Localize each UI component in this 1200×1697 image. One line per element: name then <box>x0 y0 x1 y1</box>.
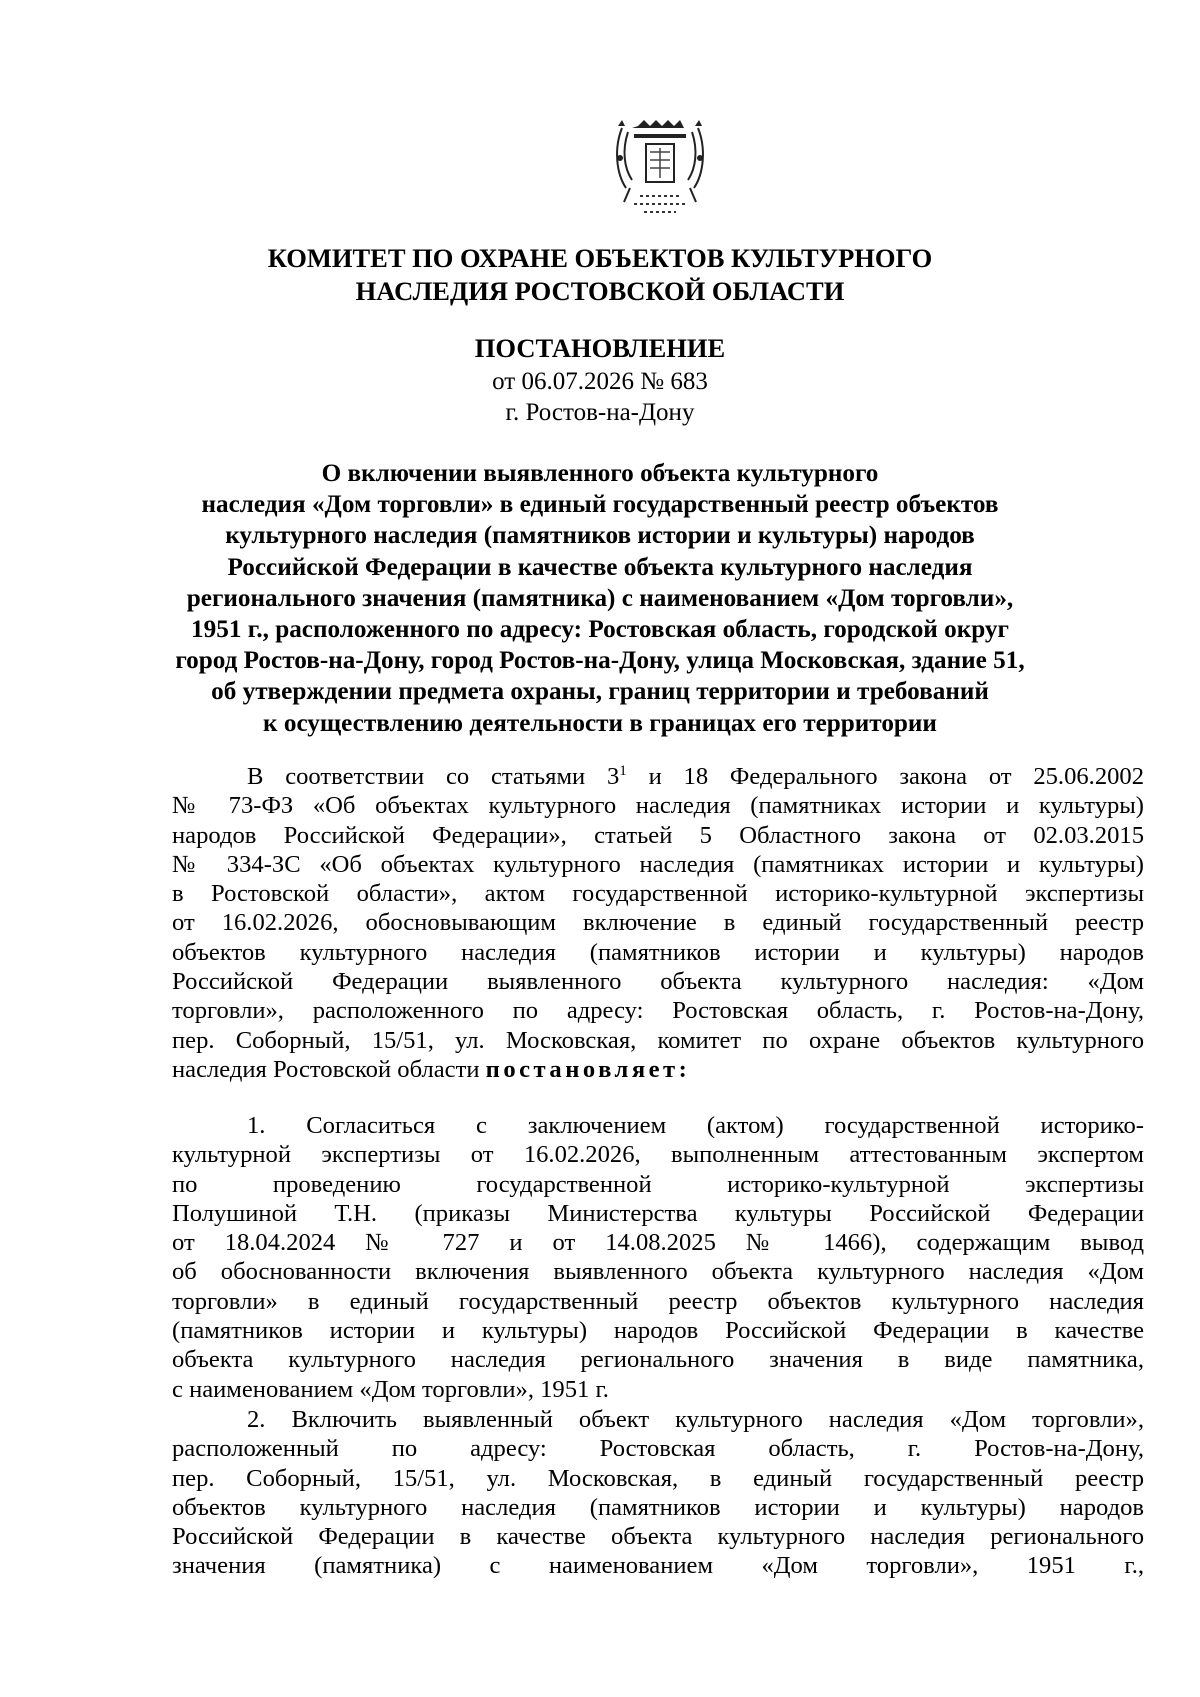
preamble-line: от 16.02.2026, обосновывающим включение в единый государственный реестр <box>172 909 1144 937</box>
subject-line: город Ростов-на-Дону, город Ростов-на-Дону, улица Московская, здание 51, <box>175 647 1025 675</box>
preamble-line: № 73-ФЗ «Об объектах культурного наследия (памятниках истории и культуры) <box>172 792 1144 820</box>
document-type: ПОСТАНОВЛЕНИЕ <box>474 333 726 363</box>
subject-line: к осуществлению деятельности в границах его территории <box>263 709 937 737</box>
preamble-line: народов Российской Федерации», статьей 5 Областного закона от 02.03.2015 <box>172 821 1144 849</box>
organization-title <box>0 242 1200 308</box>
preamble-paragraph <box>172 762 1144 1084</box>
item-line: по проведению государственной историко-культурной экспертизы <box>172 1170 1144 1198</box>
item-line: Полушиной Т.Н. (приказы Министерства культуры Российской Федерации <box>172 1199 1144 1227</box>
preamble-text: В соответствии со статьями 3 <box>247 763 620 790</box>
document-number-date: от 06.07.2026 № 683 <box>492 368 708 395</box>
preamble-line: № 334-ЗС «Об объектах культурного наследия (памятниках истории и культуры) <box>172 850 1144 878</box>
item-line: 1. Согласиться с заключением (актом) государственной историко- <box>247 1112 1144 1139</box>
subject-line: наследия «Дом торговли» в единый государственный реестр объектов <box>201 491 999 519</box>
subject-line: Российской Федерации в качестве объекта культурного наследия <box>227 553 973 581</box>
item-line: Российской Федерации в качестве объекта культурного наследия регионального <box>172 1523 1144 1551</box>
document-city: г. Ростов-на-Дону <box>505 399 695 426</box>
subject-line: об утверждении предмета охраны, границ территории и требований <box>211 678 989 706</box>
preamble-text: и 18 Федерального закона от 25.06.2002 <box>626 763 1144 790</box>
item-line: значения (памятника) с наименованием «Дом торговли», 1951 г., <box>172 1552 1144 1580</box>
organization-title-line2: НАСЛЕДИЯ РОСТОВСКОЙ ОБЛАСТИ <box>355 276 845 306</box>
item-line: расположенный по адресу: Ростовская область, г. Ростов-на-Дону, <box>172 1435 1144 1463</box>
preamble-first-line <box>172 762 1144 791</box>
preamble-line: пер. Соборный, 15/51, ул. Московская, комитет по охране объектов культурного <box>172 1026 1144 1054</box>
subject-line: регионального значения (памятника) с наименованием «Дом торговли», <box>186 584 1014 612</box>
item-line: объектов культурного наследия (памятников истории и культуры) народов <box>172 1493 1144 1521</box>
item-line: от 18.04.2024 № 727 и от 14.08.2025 № 1466), содержащим вывод <box>172 1229 1144 1257</box>
preamble-line: объектов культурного наследия (памятников истории и культуры) народов <box>172 938 1144 966</box>
preamble-last-line <box>172 1055 1144 1084</box>
item-line: пер. Соборный, 15/51, ул. Московская, в единый государственный реестр <box>172 1464 1144 1492</box>
item-1-paragraph <box>172 1111 1144 1404</box>
superscript: 1 <box>619 763 627 779</box>
subject-line: культурного наследия (памятников истории и культуры) народов <box>225 522 975 550</box>
coat-of-arms-emblem <box>608 118 712 218</box>
preamble-line: Российской Федерации выявленного объекта культурного наследия: «Дом <box>172 968 1144 996</box>
item-line: об обоснованности включения выявленного объекта культурного наследия «Дом <box>172 1258 1144 1286</box>
resolves-keyword: постановляет: <box>485 1055 691 1083</box>
item-line: (памятников истории и культуры) народов Российской Федерации в качестве <box>172 1317 1144 1345</box>
item-line: объекта культурного наследия регионального значения в виде памятника, <box>172 1346 1144 1374</box>
item-line: с наименованием «Дом торговли», 1951 г. <box>172 1375 609 1403</box>
organization-title-line1: КОМИТЕТ ПО ОХРАНЕ ОБЪЕКТОВ КУЛЬТУРНОГО <box>267 243 933 273</box>
preamble-line: торговли», расположенного по адресу: Ростовская область, г. Ростов-на-Дону, <box>172 997 1144 1025</box>
preamble-text: наследия Ростовской области <box>172 1055 486 1083</box>
subject-line: О включении выявленного объекта культурного <box>321 460 879 487</box>
preamble-line: в Ростовской области», актом государственной историко-культурной экспертизы <box>172 880 1144 908</box>
item-line: культурной экспертизы от 16.02.2026, выполненным аттестованным экспертом <box>172 1141 1144 1169</box>
subject-line: 1951 г., расположенного по адресу: Ростовская область, городской округ <box>191 616 1009 644</box>
document-subject <box>0 458 1200 739</box>
item-line: 2. Включить выявленный объект культурного наследия «Дом торговли», <box>247 1406 1144 1433</box>
item-line: торговли» в единый государственный реестр объектов культурного наследия <box>172 1287 1144 1315</box>
item-2-paragraph <box>172 1405 1144 1581</box>
